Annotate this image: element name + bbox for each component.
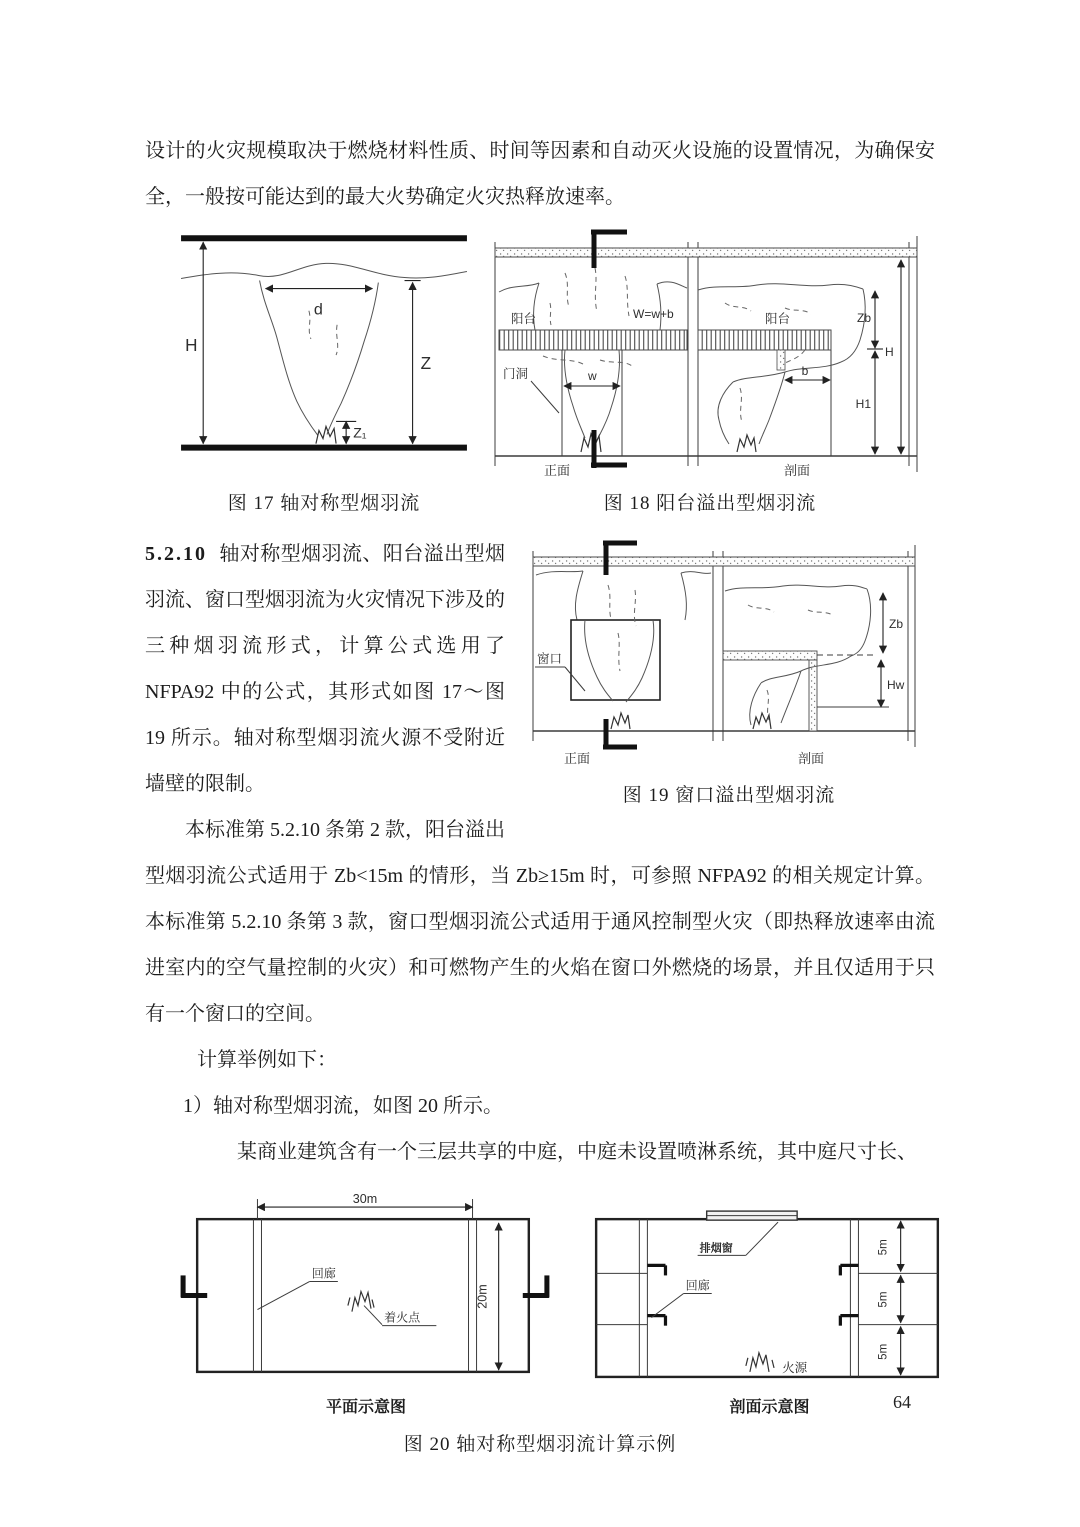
label-balcony-front: 阳台 <box>511 312 537 326</box>
figure-row-17-18 <box>145 228 935 515</box>
label-Z1: Z₁ <box>353 424 367 441</box>
clause-5210-block <box>145 531 935 1037</box>
label-H: H <box>185 335 198 355</box>
label-H1: H1 <box>855 397 871 411</box>
smoke-layer-line <box>181 263 467 278</box>
walls <box>533 545 915 747</box>
corridor-callout <box>651 1277 711 1317</box>
label-5m-bottom: 5m <box>877 1343 890 1360</box>
label-fire-point: 着火点 <box>384 1310 421 1325</box>
slab-edge-marks <box>647 1265 858 1325</box>
label-20m: 20m <box>475 1284 490 1309</box>
paragraph-example-desc: 某商业建筑含有一个三层共享的中庭，中庭未设置喷淋系统，其中庭尺寸长、 <box>237 1141 917 1163</box>
figure-19 <box>523 535 935 807</box>
dimension-5m-stack <box>878 1221 901 1375</box>
clause-text: 轴对称型烟羽流、阳台溢出型烟羽流、窗口型烟羽流为火灾情况下涉及的三种烟羽流形式，计算公式选用了 NFPA92 中的公式，其形式如图 17～图 19 所示。轴对称型烟羽流火源不受附近墙壁的限制。 <box>145 543 505 795</box>
figure-20-caption: 图 20 轴对称型烟羽流计算示例 <box>403 1434 677 1455</box>
figure-18-drawing <box>485 228 935 478</box>
figure-20-section-title: 剖面示意图 <box>729 1399 810 1416</box>
label-Zb: Zb <box>856 311 871 325</box>
label-w: w <box>588 369 597 383</box>
figure-17-drawing <box>173 228 475 478</box>
figure-20-section <box>581 1191 958 1417</box>
fire-callout <box>364 1306 436 1326</box>
label-H: H <box>885 345 894 359</box>
figure-20-section-drawing <box>581 1191 958 1392</box>
label-section-view: 剖面 <box>797 751 825 766</box>
page-number: 64 <box>893 1392 911 1412</box>
dimension-H <box>885 260 901 454</box>
label-30m: 30m <box>352 1192 378 1207</box>
figure-20-plan-title: 平面示意图 <box>325 1399 406 1416</box>
fire-sketch <box>352 1292 371 1312</box>
label-d: d <box>313 300 323 319</box>
figure-17 <box>173 228 475 515</box>
dimension-Z1 <box>336 421 367 443</box>
flame-sketch <box>581 434 601 452</box>
ceiling-slab <box>495 248 917 257</box>
label-door-opening: 门洞 <box>503 367 529 381</box>
figure-19-caption: 图 19 窗口溢出型烟羽流 <box>622 785 836 806</box>
flame-sketch <box>737 435 756 452</box>
label-5m-top: 5m <box>877 1239 890 1256</box>
flame-sketch <box>611 713 630 729</box>
label-smoke-vent: 排烟窗 <box>699 1242 733 1255</box>
dimension-d <box>266 289 373 319</box>
section-view <box>698 260 901 478</box>
dimension-20m <box>476 1223 499 1370</box>
window-lintel <box>723 651 817 660</box>
dimension-w <box>564 369 620 386</box>
flame-sketch <box>316 426 336 443</box>
window-wall <box>809 660 817 731</box>
label-corridor: 回廊 <box>311 1266 336 1281</box>
label-5m-middle: 5m <box>877 1291 890 1308</box>
paragraph-intro: 设计的火灾规模取决于燃烧材料性质、时间等因素和自动灭火设施的设置情况，为确保安全，一般按可能达到的最大火势确定火灾热释放速率。 <box>145 140 935 208</box>
figure-20 <box>145 1191 935 1417</box>
label-Zb: Zb <box>889 617 904 631</box>
dimension-H <box>185 242 203 443</box>
front-view <box>499 232 687 478</box>
section-view <box>723 585 905 766</box>
balcony-slab-front <box>499 330 687 350</box>
smoke-vent <box>707 1211 797 1220</box>
walls <box>495 236 917 472</box>
dimension-Hw <box>817 660 905 707</box>
paragraph-example-item: 1）轴对称型烟羽流，如图 20 所示。 <box>183 1095 503 1117</box>
paragraph-standard-note: 本标准第 5.2.10 条第 2 款，阳台溢出型烟羽流公式适用于 Zb<15m 的情形，当 Zb≥15m 时，可参照 NFPA92 的相关规定计算。本标准第 5.2.10 条第 3 款，窗口型烟羽流公式适用于通风控制型火灾（即热释放速率由流进室内的空气量控制的火灾）和可燃物产生的火焰在窗口外燃烧的场景，并且仅适用于只有一个窗口的空间。 <box>145 819 935 1025</box>
label-corridor: 回廊 <box>685 1278 710 1293</box>
dimension-Zb-H1 <box>856 291 883 454</box>
dimension-Z <box>405 281 432 444</box>
label-section-view: 剖面 <box>783 463 811 478</box>
figure-17-caption: 图 17 轴对称型烟羽流 <box>227 493 421 514</box>
page-content <box>145 128 935 1456</box>
figure-18-caption: 图 18 阳台溢出型烟羽流 <box>603 493 817 514</box>
ceiling-slab <box>533 557 915 566</box>
label-fire-source: 火源 <box>782 1360 808 1375</box>
front-view <box>535 543 711 766</box>
label-front-view: 正面 <box>563 751 591 766</box>
label-front-view: 正面 <box>543 463 571 478</box>
figure-20-plan <box>175 1191 557 1417</box>
figure-19-drawing <box>523 535 933 770</box>
label-window: 窗口 <box>537 652 563 666</box>
label-balcony-section: 阳台 <box>765 312 791 326</box>
label-b: b <box>801 364 809 378</box>
clause-number: 5.2.10 <box>145 543 207 565</box>
fire-sketch <box>750 1353 769 1372</box>
figure-20-plan-drawing <box>175 1191 557 1392</box>
section-cut-marks <box>181 1275 549 1297</box>
balcony-slab-section <box>698 330 831 350</box>
flame-sketch <box>753 713 771 729</box>
corridor-callout <box>257 1265 337 1309</box>
dimension-30m <box>257 1192 472 1219</box>
figure-18 <box>485 228 935 515</box>
label-w-equation: W=w+b <box>633 307 674 321</box>
vent-callout <box>698 1222 778 1255</box>
dimension-Zb <box>883 593 903 653</box>
paragraph-example-intro: 计算举例如下： <box>197 1049 337 1071</box>
label-Hw: Hw <box>887 678 905 692</box>
label-Z: Z <box>420 354 432 374</box>
